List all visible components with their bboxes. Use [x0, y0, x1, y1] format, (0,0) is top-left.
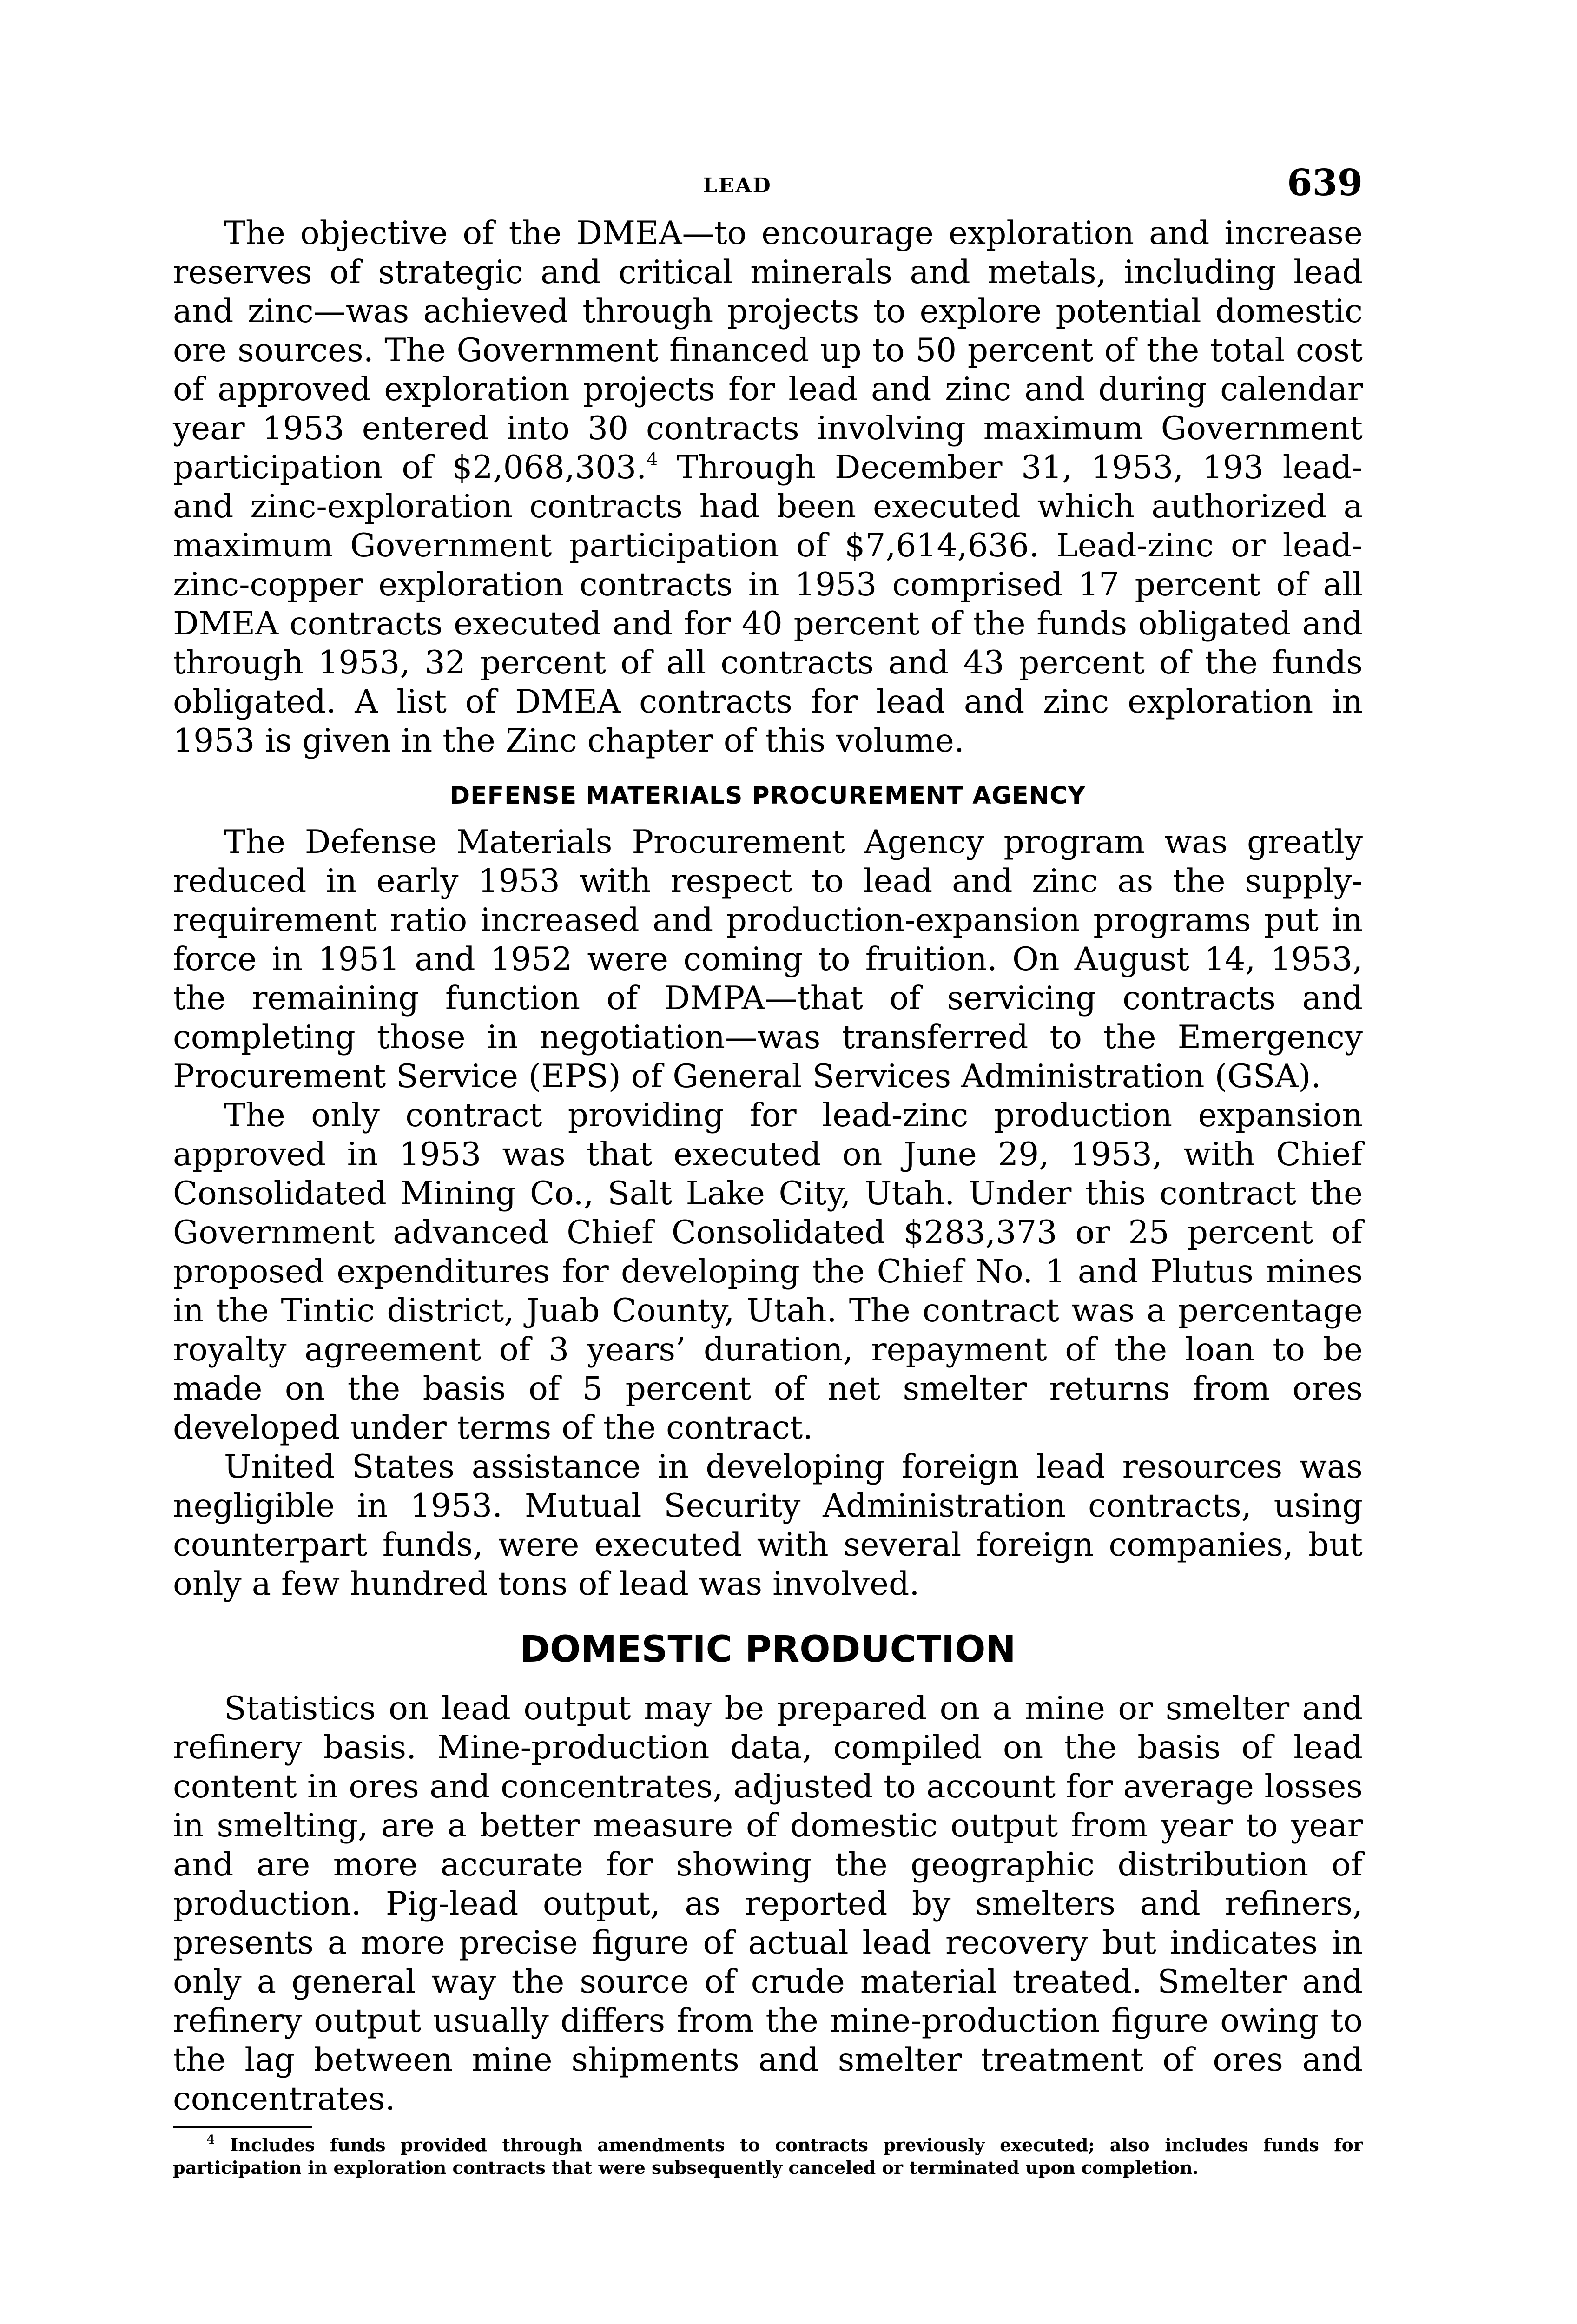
domestic-production-heading: DOMESTIC PRODUCTION	[520, 1629, 1016, 1670]
page	[173, 158, 1363, 2179]
footnote-text: Includes funds provided through amendments to contracts previously executed; also includes funds for participation in exploration contracts that were subsequently canceled or terminated upon completion.	[173, 2134, 1363, 2178]
dmea-paragraph	[173, 214, 1363, 760]
dmpa-paragraph-3: United States assistance in developing foreign lead resources was negligible in 1953. Mutual Security Administration contracts, using counterpart funds, were executed with several foreign companies, but only a few hundred tons of lead was involved.	[173, 1448, 1363, 1603]
running-title: LEAD	[703, 174, 772, 198]
dmea-text-part-2: Through December 31, 1953, 193 lead- and zinc-exploration contracts had been executed which authorized a maximum Government participation of $7,614,636. Lead-zinc or lead-zinc-copper exploration contracts in 1953 comprised 17 percent of all DMEA contracts executed and for 40 percent of the funds obligated and through 1953, 32 percent of all contracts and 43 percent of the funds obligated. A list of DMEA contracts for lead and zinc exploration in 1953 is given in the Zinc chapter of this volume.	[173, 449, 1363, 759]
footnote	[173, 2133, 1363, 2179]
footnote-divider	[173, 2126, 312, 2128]
footnote-reference: 4	[647, 449, 658, 469]
running-header	[173, 158, 1363, 214]
domestic-production-paragraph: Statistics on lead output may be prepared on a mine or smelter and refinery basis. Mine-production data, compiled on the basis of lead content in ores and concentrates, adjusted to account for average losses in smelting, are a better measure of domestic output from year to year and are more accurate for showing the geographic distribution of production. Pig-lead output, as reported by smelters and refiners, presents a more precise figure of actual lead recovery but indicates in only a general way the source of crude material treated. Smelter and refinery output usually differs from the mine-production figure owing to the lag between mine shipments and smelter treatment of ores and concentrates.	[173, 1690, 1363, 2118]
dmpa-paragraph-1: The Defense Materials Procurement Agency program was greatly reduced in early 1953 with respect to lead and zinc as the supply-requirement ratio increased and production-expansion programs put in force in 1951 and 1952 were coming to fruition. On August 14, 1953, the remaining function of DMPA—that of servicing contracts and completing those in negotiation—was transferred to the Emergency Procurement Service (EPS) of General Services Administration (GSA).	[173, 824, 1363, 1095]
footnote-marker: 4	[206, 2133, 215, 2147]
dmpa-paragraph-2: The only contract providing for lead-zinc production expansion approved in 1953 was that executed on June 29, 1953, with Chief Consolidated Mining Co., Salt Lake City, Utah. Under this contract the Government advanced Chief Consolidated $283,373 or 25 percent of proposed expenditures for developing the Chief No. 1 and Plutus mines in the Tintic district, Juab County, Utah. The contract was a percentage royalty agreement of 3 years’ duration, repayment of the loan to be made on the basis of 5 percent of net smelter returns from ores developed under terms of the contract.	[173, 1097, 1363, 1446]
dmpa-section-heading: DEFENSE MATERIALS PROCUREMENT AGENCY	[449, 782, 1086, 810]
page-number: 639	[1287, 162, 1363, 204]
dmea-text-part-1: The objective of the DMEA—to encourage exploration and increase reserves of strategic and critical minerals and metals, including lead and zinc—was achieved through projects to explore potential domestic ore sources. The Government financed up to 50 percent of the total cost of approved exploration projects for lead and zinc and during calendar year 1953 entered into 30 contracts involving maximum Government participation of $2,068,303.	[173, 215, 1363, 486]
